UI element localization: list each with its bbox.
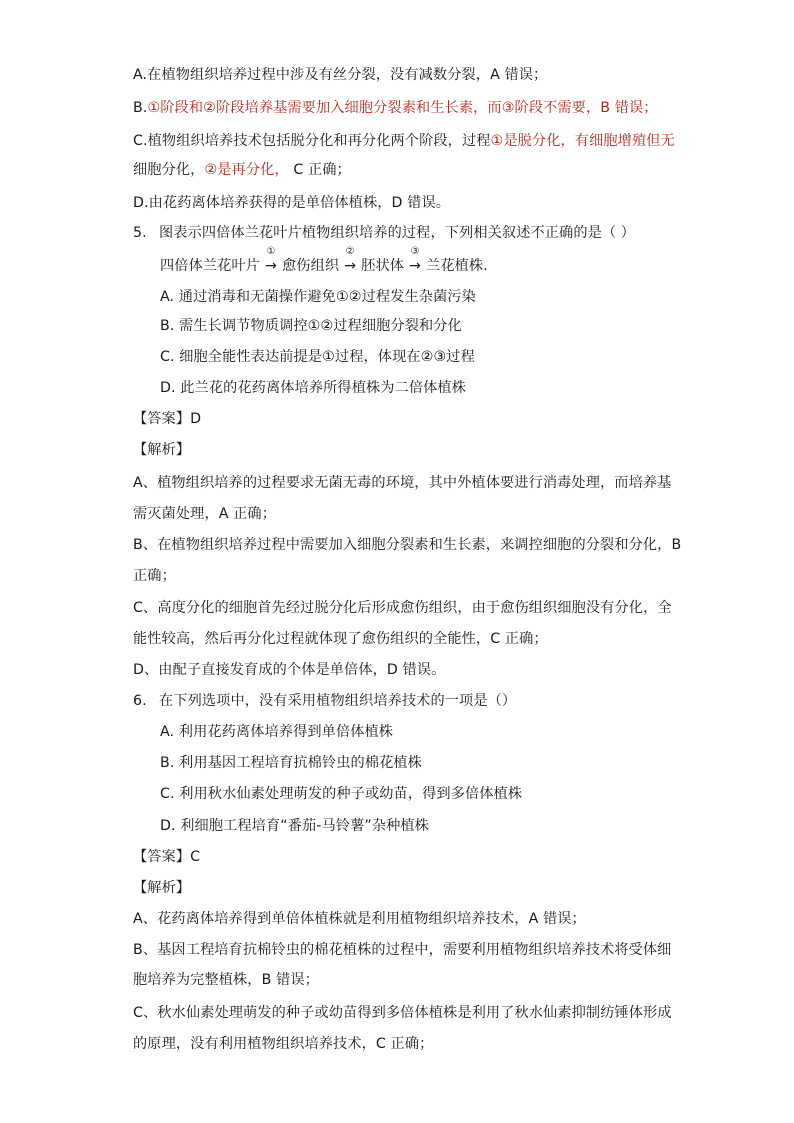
q6-analysis-c1: C、秋水仙素处理萌发的种子或幼苗得到多倍体植株是利用了秋水仙素抑制纺锤体形成 bbox=[133, 1005, 672, 1021]
question-5-option-d[interactable]: D. 此兰花的花药离体培养所得植株为二倍体植株 bbox=[160, 380, 466, 396]
question-6-analysis-label: 【解析】 bbox=[133, 880, 191, 896]
q6-analysis-c2: 的原理，没有利用植物组织培养技术，C 正确； bbox=[133, 1036, 434, 1052]
q5-analysis-b1: B、在植物组织培养过程中需要加入细胞分裂素和生长素，来调控细胞的分裂和分化，B bbox=[133, 537, 682, 553]
question-6-option-a[interactable]: A. 利用花药离体培养得到单倍体植株 bbox=[160, 724, 394, 740]
flow-step-3: 胚状体 bbox=[361, 258, 405, 274]
q5-analysis-c2: 能性较高，然后再分化过程就体现了愈伤组织的全能性，C 正确； bbox=[133, 631, 548, 647]
question-6-option-c[interactable]: C. 利用秋水仙素处理萌发的种子或幼苗，得到多倍体植株 bbox=[160, 786, 523, 802]
analysis-line-a: A.在植物组织培养过程中涉及有丝分裂，没有减数分裂，A 错误； bbox=[133, 67, 548, 83]
analysis-line-b: B.①阶段和②阶段培养基需要加入细胞分裂素和生长素，而③阶段不需要，B 错误； bbox=[133, 100, 658, 116]
q6-analysis-b2: 胞培养为完整植株，B 错误； bbox=[133, 972, 319, 988]
question-5-flow bbox=[160, 246, 488, 276]
q6-analysis-a1: A、花药离体培养得到单倍体植株就是利用植物组织培养技术，A 错误； bbox=[133, 911, 586, 927]
answer-value: D bbox=[190, 411, 202, 427]
question-5-answer: 【答案】D bbox=[133, 411, 202, 427]
q5-analysis-a1: A、植物组织培养的过程要求无菌无毒的环境，其中外植体要进行消毒处理，而培养基 bbox=[133, 475, 672, 491]
analysis-line-c1: C.植物组织培养技术包括脱分化和再分化两个阶段，过程①是脱分化，有细胞增殖但无 bbox=[133, 133, 675, 149]
question-number: 6. bbox=[133, 693, 147, 709]
answer-value: C bbox=[190, 849, 201, 865]
question-6-option-b[interactable]: B. 利用基因工程培育抗棉铃虫的棉花植株 bbox=[160, 755, 422, 771]
q5-analysis-a2: 需灭菌处理，A 正确； bbox=[133, 506, 277, 522]
question-6-option-d[interactable]: D. 利细胞工程培育“番茄-马铃薯”杂种植株 bbox=[160, 818, 429, 834]
question-5-stem: 5. 图表示四倍体兰花叶片植物组织培养的过程，下列相关叙述不正确的是（ ） bbox=[133, 225, 636, 241]
q6-analysis-b1: B、基因工程培育抗棉铃虫的棉花植株的过程中，需要利用植物组织培养技术将受体细 bbox=[133, 942, 672, 958]
question-5-option-b[interactable]: B. 需生长调节物质调控①②过程细胞分裂和分化 bbox=[160, 318, 462, 334]
flow-arrow-3: ③ → bbox=[409, 246, 421, 274]
flow-step-4: 兰花植株. bbox=[426, 258, 488, 274]
question-5-analysis-label: 【解析】 bbox=[133, 442, 191, 458]
question-5-option-a[interactable]: A. 通过消毒和无菌操作避免①②过程发生杂菌污染 bbox=[160, 289, 476, 305]
analysis-line-c2: 细胞分化，②是再分化， C 正确； bbox=[133, 162, 351, 178]
flow-arrow-2: ② → bbox=[344, 246, 357, 274]
flow-arrow-1: ① → bbox=[265, 246, 277, 274]
q5-analysis-d1: D、由配子直接发育成的个体是单倍体，D 错误。 bbox=[133, 662, 446, 678]
flow-step-2: 愈伤组织 bbox=[282, 258, 340, 274]
question-5-option-c[interactable]: C. 细胞全能性表达前提是①过程，体现在②③过程 bbox=[160, 349, 475, 365]
question-6-stem: 6. 在下列选项中，没有采用植物组织培养技术的一项是（） bbox=[133, 693, 517, 709]
q5-analysis-b2: 正确； bbox=[133, 568, 176, 584]
analysis-line-d: D.由花药离体培养获得的是单倍体植株，D 错误。 bbox=[133, 195, 451, 211]
question-number: 5. bbox=[133, 225, 147, 241]
question-6-answer: 【答案】C bbox=[133, 849, 201, 865]
flow-step-1: 四倍体兰花叶片 bbox=[160, 258, 261, 274]
q5-analysis-c1: C、高度分化的细胞首先经过脱分化后形成愈伤组织，由于愈伤组织细胞没有分化，全 bbox=[133, 600, 672, 616]
